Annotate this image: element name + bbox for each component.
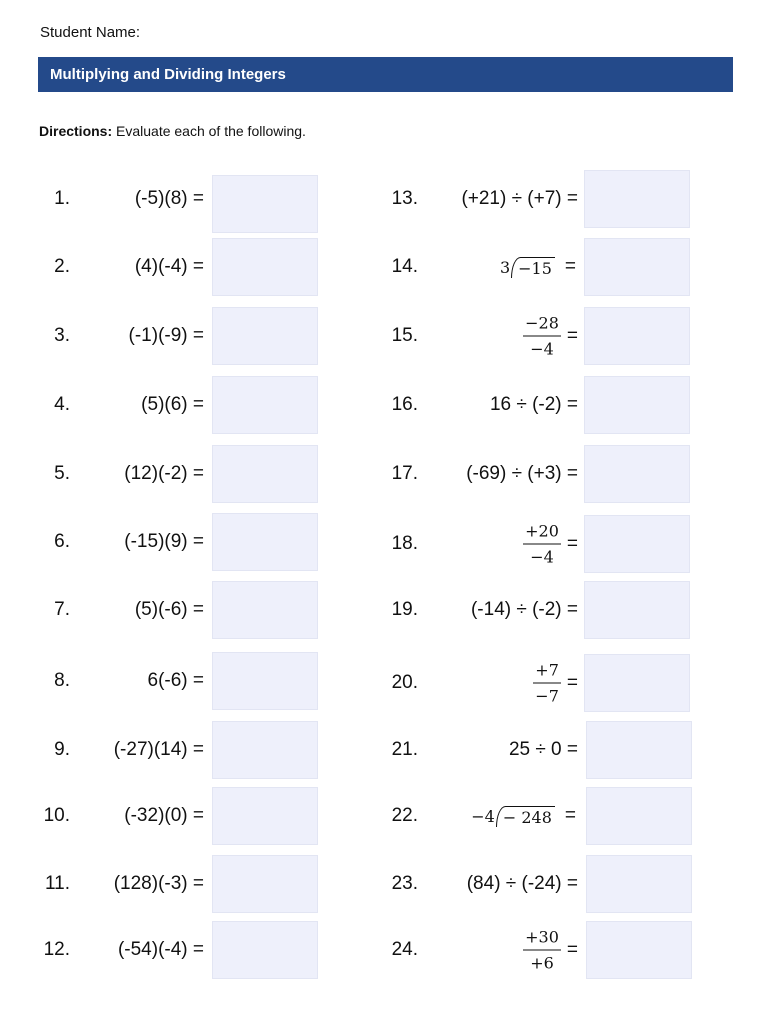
fraction (523, 314, 561, 359)
equals-sign: = (566, 533, 578, 554)
problem-24 (370, 921, 758, 979)
problem-number: 11. (44, 873, 70, 894)
problem-number: 16. (391, 394, 418, 415)
problem-5 (0, 445, 380, 503)
equals-sign: = (564, 805, 576, 826)
problem-expression: (5)(-6) = (134, 599, 204, 620)
problem-number: 7. (54, 599, 70, 620)
answer-box[interactable] (212, 376, 318, 434)
answer-box[interactable] (584, 307, 690, 365)
problem-number: 14. (391, 256, 418, 277)
answer-box[interactable] (212, 445, 318, 503)
numerator: −28 (523, 314, 561, 337)
answer-box[interactable] (584, 170, 690, 228)
problem-7 (0, 581, 380, 639)
denominator: −4 (530, 339, 554, 359)
directions (39, 123, 306, 139)
answer-box[interactable] (212, 238, 318, 296)
problem-8 (0, 652, 380, 710)
answer-box[interactable] (584, 445, 690, 503)
problem-23 (370, 855, 758, 913)
equals-sign: = (566, 672, 578, 693)
problem-expression: (-54)(-4) = (117, 939, 204, 960)
problem-expression: (128)(-3) = (113, 873, 204, 894)
answer-box[interactable] (586, 721, 692, 779)
answer-box[interactable] (584, 238, 690, 296)
problem-number: 4. (54, 394, 70, 415)
problem-number: 2. (54, 256, 70, 277)
problem-expression: 16 ÷ (-2) = (489, 394, 578, 415)
answer-box[interactable] (212, 721, 318, 779)
problem-number: 6. (54, 531, 70, 552)
problem-1 (0, 170, 380, 228)
answer-box[interactable] (212, 307, 318, 365)
problem-expression: (-15)(9) = (124, 531, 204, 552)
answer-box[interactable] (584, 515, 690, 573)
numerator: +20 (523, 522, 561, 545)
problem-expression: (4)(-4) = (134, 256, 204, 277)
problem-19 (370, 581, 758, 639)
problem-number: 1. (54, 188, 70, 209)
problem-expression: 6(-6) = (147, 670, 204, 691)
fraction-expression (523, 928, 578, 973)
answer-box[interactable] (212, 175, 318, 233)
problem-number: 12. (43, 939, 70, 960)
answer-box[interactable] (586, 855, 692, 913)
directions-text: Evaluate each of the following. (116, 123, 306, 139)
answer-box[interactable] (212, 855, 318, 913)
problem-expression: (-27)(14) = (113, 739, 204, 760)
fraction (523, 522, 561, 567)
answer-box[interactable] (212, 921, 318, 979)
dividend: − 248 (496, 806, 555, 827)
problem-10 (0, 787, 380, 845)
problem-number: 23. (391, 873, 418, 894)
problem-9 (0, 721, 380, 779)
answer-box[interactable] (212, 581, 318, 639)
problem-13 (370, 170, 758, 228)
problem-number: 17. (391, 463, 418, 484)
problem-number: 24. (391, 939, 418, 960)
problem-17 (370, 445, 758, 503)
worksheet-title: Multiplying and Dividing Integers (38, 57, 733, 92)
problem-number: 5. (54, 463, 70, 484)
student-name-label: Student Name: (40, 24, 141, 41)
problem-expression: (-1)(-9) = (128, 325, 204, 346)
problem-number: 10. (43, 805, 70, 826)
equals-sign: = (566, 939, 578, 960)
problem-expression: (-14) ÷ (-2) = (470, 599, 578, 620)
fraction-expression (523, 314, 578, 359)
problem-expression: 25 ÷ 0 = (508, 739, 578, 760)
problem-22 (370, 787, 758, 845)
answer-box[interactable] (212, 513, 318, 571)
problem-11 (0, 855, 380, 913)
problem-21 (370, 721, 758, 779)
problem-18 (370, 515, 758, 573)
problem-number: 20. (391, 672, 418, 693)
long-division-expression (471, 805, 576, 827)
answer-box[interactable] (584, 654, 690, 712)
problem-expression: (12)(-2) = (124, 463, 204, 484)
problem-12 (0, 921, 380, 979)
fraction (533, 661, 561, 706)
problem-expression: (-69) ÷ (+3) = (466, 463, 578, 484)
fraction (523, 928, 561, 973)
numerator: +7 (533, 661, 561, 684)
problem-14 (370, 238, 758, 296)
equals-sign: = (566, 325, 578, 346)
problem-number: 3. (54, 325, 70, 346)
problem-number: 9. (54, 739, 70, 760)
problem-15 (370, 307, 758, 365)
denominator: +6 (530, 953, 554, 973)
fraction-expression (523, 522, 578, 567)
answer-box[interactable] (212, 652, 318, 710)
divisor: −4 (471, 806, 495, 826)
answer-box[interactable] (212, 787, 318, 845)
answer-box[interactable] (584, 581, 690, 639)
problem-number: 19. (391, 599, 418, 620)
problem-expression: (-5)(8) = (134, 188, 204, 209)
problem-expression: (5)(6) = (141, 394, 204, 415)
problem-4 (0, 376, 380, 434)
numerator: +30 (523, 928, 561, 951)
problem-20 (370, 654, 758, 712)
denominator: −4 (530, 547, 554, 567)
problem-expression: (+21) ÷ (+7) = (461, 188, 578, 209)
problem-number: 8. (54, 670, 70, 691)
answer-box[interactable] (584, 376, 690, 434)
problem-number: 13. (391, 188, 418, 209)
answer-box[interactable] (586, 921, 692, 979)
directions-label: Directions: (39, 123, 113, 139)
denominator: −7 (535, 686, 559, 706)
dividend: −15 (511, 257, 555, 278)
problem-number: 22. (391, 805, 418, 826)
problem-expression: (-32)(0) = (124, 805, 204, 826)
problem-number: 18. (391, 533, 418, 554)
problem-expression: (84) ÷ (-24) = (466, 873, 578, 894)
problem-16 (370, 376, 758, 434)
problem-2 (0, 238, 380, 296)
problem-3 (0, 307, 380, 365)
fraction-expression (533, 661, 578, 706)
equals-sign: = (564, 256, 576, 277)
problem-number: 15. (391, 325, 418, 346)
problem-number: 21. (391, 739, 418, 760)
divisor: 3 (499, 257, 511, 277)
answer-box[interactable] (586, 787, 692, 845)
long-division-expression (500, 256, 576, 278)
problem-6 (0, 513, 380, 571)
